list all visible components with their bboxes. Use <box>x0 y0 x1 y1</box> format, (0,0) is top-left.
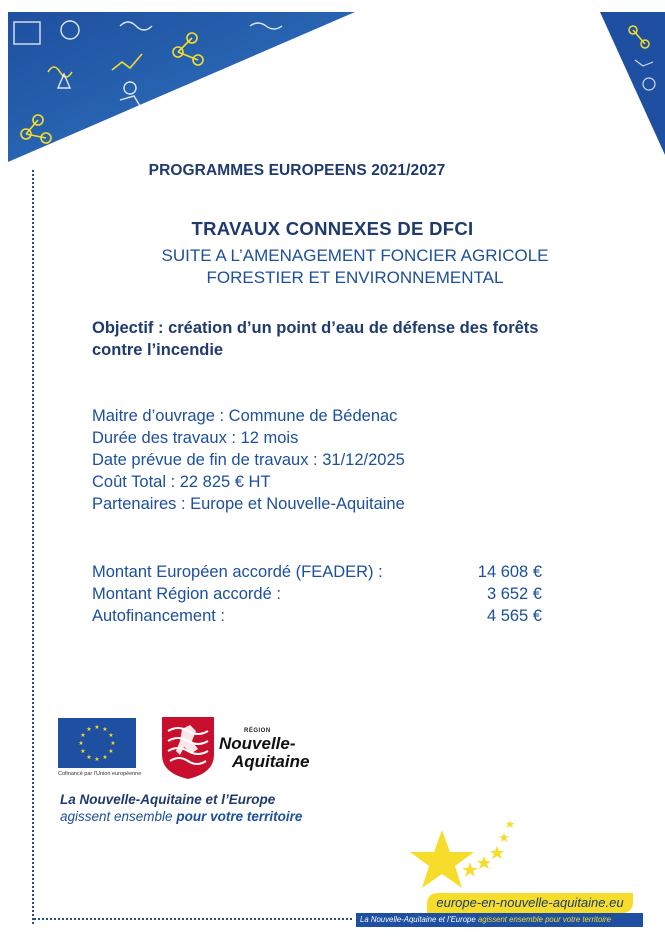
svg-text:★: ★ <box>80 748 86 755</box>
svg-text:★: ★ <box>94 724 100 731</box>
project-title: TRAVAUX CONNEXES DE DFCI <box>191 218 474 239</box>
project-subtitle-line1: SUITE A L’AMENAGEMENT FONCIER AGRICOLE <box>161 246 549 265</box>
detail-date-fin: Date prévue de fin de travaux : 31/12/2025 <box>92 451 405 469</box>
funding-table <box>92 561 542 627</box>
slogan-line2 <box>60 809 302 824</box>
region-small-label: RÉGION <box>244 728 271 734</box>
svg-text:★: ★ <box>86 726 92 733</box>
eu-caption: Cofinancé par l'Union européenne <box>58 771 142 777</box>
objective-line1: Objectif : création d’un point d’eau de défense des forêts <box>92 319 539 337</box>
programme-heading: PROGRAMMES EUROPEENS 2021/2027 <box>148 162 446 179</box>
detail-duree: Durée des travaux : 12 mois <box>92 429 299 447</box>
funding-amount: 14 608 € <box>477 563 542 581</box>
svg-text:★: ★ <box>108 732 114 739</box>
top-left-decoration <box>0 0 360 165</box>
funding-label: Montant Région accordé : <box>92 585 281 603</box>
svg-text:★: ★ <box>94 756 100 763</box>
bottom-dotted-border <box>34 918 354 920</box>
footer-band-b: agissent ensemble pour votre territoire <box>477 915 611 924</box>
detail-maitre-ouvrage: Maitre d’ouvrage : Commune de Bédenac <box>92 407 398 425</box>
funding-row <box>92 561 542 583</box>
svg-text:★: ★ <box>102 754 108 761</box>
svg-text:★: ★ <box>110 740 116 747</box>
svg-text:★: ★ <box>86 754 92 761</box>
footer-band-a: La Nouvelle-Aquitaine et l’Europe <box>360 915 478 924</box>
detail-partenaires: Partenaires : Europe et Nouvelle-Aquitaine <box>92 495 405 513</box>
slogan-line2-b: pour votre territoire <box>176 809 303 824</box>
svg-text:★: ★ <box>78 740 84 747</box>
svg-text:★: ★ <box>102 726 108 733</box>
footer-slogan-band <box>356 913 643 927</box>
region-shield-logo <box>160 715 216 781</box>
funding-label: Autofinancement : <box>92 607 225 625</box>
slogan-line2-a: agissent ensemble <box>60 809 177 824</box>
website-url-link[interactable]: europe-en-nouvelle-aquitaine.eu <box>427 893 633 913</box>
eu-flag-logo <box>58 718 136 768</box>
top-right-decoration <box>585 0 665 160</box>
objective-line2: contre l’incendie <box>92 341 224 359</box>
svg-text:★: ★ <box>108 748 114 755</box>
project-objective <box>92 317 632 361</box>
project-subtitle-line2: FORESTIER ET ENVIRONNEMENTAL <box>206 268 504 287</box>
eu-stars-icon <box>58 718 136 768</box>
funding-amount: 4 565 € <box>486 607 542 625</box>
region-name-line1: Nouvelle- <box>219 734 296 753</box>
detail-cout: Coût Total : 22 825 € HT <box>92 473 271 491</box>
funding-label: Montant Européen accordé (FEADER) : <box>92 563 383 581</box>
svg-text:★: ★ <box>80 732 86 739</box>
funding-row <box>92 583 542 605</box>
slogan-line1: La Nouvelle-Aquitaine et l’Europe <box>60 792 276 807</box>
funding-amount: 3 652 € <box>486 585 542 603</box>
yellow-stars-icon <box>400 818 520 898</box>
project-details <box>92 405 612 515</box>
region-name-line2: Aquitaine <box>232 752 310 771</box>
funding-row <box>92 605 542 627</box>
